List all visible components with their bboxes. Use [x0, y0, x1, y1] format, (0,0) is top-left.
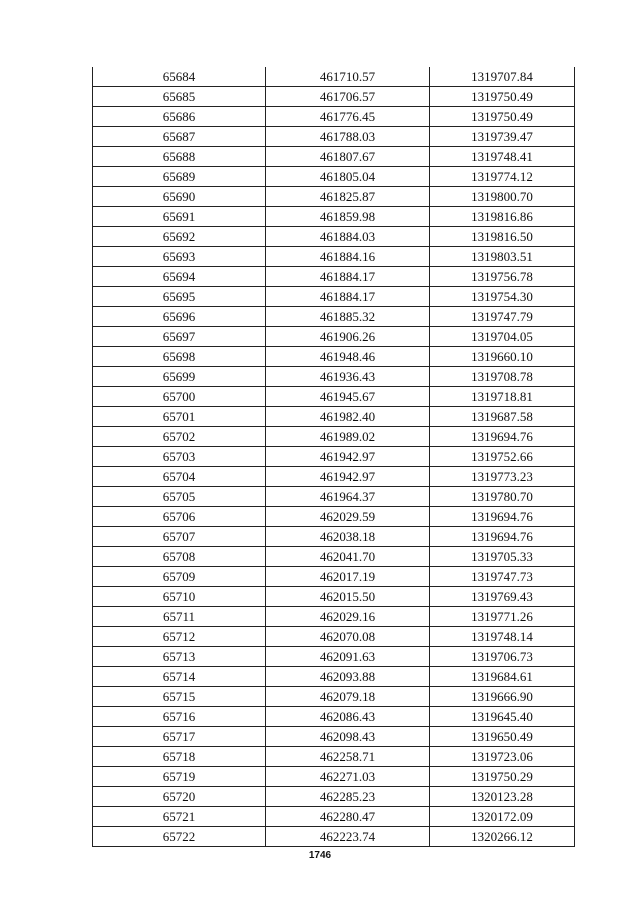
y-coordinate-cell: 1319694.76 [430, 427, 575, 447]
x-coordinate-cell: 462223.74 [266, 827, 430, 847]
table-row [93, 707, 575, 727]
x-coordinate-cell: 461884.03 [266, 227, 430, 247]
table-row [93, 467, 575, 487]
y-coordinate-cell: 1319650.49 [430, 727, 575, 747]
table-row [93, 787, 575, 807]
x-coordinate-cell: 461706.57 [266, 87, 430, 107]
y-coordinate-cell: 1319774.12 [430, 167, 575, 187]
point-id-cell: 65703 [93, 447, 266, 467]
point-id-cell: 65687 [93, 127, 266, 147]
coordinates-table-body [93, 67, 575, 847]
y-coordinate-cell: 1319645.40 [430, 707, 575, 727]
y-coordinate-cell: 1320123.28 [430, 787, 575, 807]
x-coordinate-cell: 461936.43 [266, 367, 430, 387]
x-coordinate-cell: 462091.63 [266, 647, 430, 667]
table-row [93, 807, 575, 827]
x-coordinate-cell: 462093.88 [266, 667, 430, 687]
y-coordinate-cell: 1319684.61 [430, 667, 575, 687]
table-row [93, 627, 575, 647]
point-id-cell: 65690 [93, 187, 266, 207]
point-id-cell: 65722 [93, 827, 266, 847]
point-id-cell: 65689 [93, 167, 266, 187]
x-coordinate-cell: 461805.04 [266, 167, 430, 187]
y-coordinate-cell: 1319704.05 [430, 327, 575, 347]
y-coordinate-cell: 1319687.58 [430, 407, 575, 427]
y-coordinate-cell: 1319748.14 [430, 627, 575, 647]
point-id-cell: 65714 [93, 667, 266, 687]
x-coordinate-cell: 462285.23 [266, 787, 430, 807]
y-coordinate-cell: 1319666.90 [430, 687, 575, 707]
point-id-cell: 65715 [93, 687, 266, 707]
x-coordinate-cell: 462038.18 [266, 527, 430, 547]
x-coordinate-cell: 461906.26 [266, 327, 430, 347]
table-row [93, 567, 575, 587]
table-row [93, 147, 575, 167]
table-row [93, 207, 575, 227]
y-coordinate-cell: 1319750.29 [430, 767, 575, 787]
y-coordinate-cell: 1319773.23 [430, 467, 575, 487]
table-row [93, 427, 575, 447]
table-row [93, 87, 575, 107]
x-coordinate-cell: 461825.87 [266, 187, 430, 207]
table-row [93, 727, 575, 747]
point-id-cell: 65712 [93, 627, 266, 647]
x-coordinate-cell: 462015.50 [266, 587, 430, 607]
y-coordinate-cell: 1320266.12 [430, 827, 575, 847]
table-row [93, 527, 575, 547]
y-coordinate-cell: 1319750.49 [430, 87, 575, 107]
point-id-cell: 65688 [93, 147, 266, 167]
x-coordinate-cell: 461942.97 [266, 447, 430, 467]
point-id-cell: 65702 [93, 427, 266, 447]
point-id-cell: 65704 [93, 467, 266, 487]
x-coordinate-cell: 462280.47 [266, 807, 430, 827]
table-row [93, 387, 575, 407]
x-coordinate-cell: 461807.67 [266, 147, 430, 167]
y-coordinate-cell: 1319708.78 [430, 367, 575, 387]
table-row [93, 447, 575, 467]
point-id-cell: 65713 [93, 647, 266, 667]
point-id-cell: 65720 [93, 787, 266, 807]
x-coordinate-cell: 461964.37 [266, 487, 430, 507]
x-coordinate-cell: 461884.17 [266, 267, 430, 287]
table-row [93, 507, 575, 527]
y-coordinate-cell: 1319747.73 [430, 567, 575, 587]
coordinates-table [92, 67, 575, 847]
x-coordinate-cell: 461788.03 [266, 127, 430, 147]
table-row [93, 547, 575, 567]
point-id-cell: 65692 [93, 227, 266, 247]
x-coordinate-cell: 462098.43 [266, 727, 430, 747]
point-id-cell: 65697 [93, 327, 266, 347]
y-coordinate-cell: 1319748.41 [430, 147, 575, 167]
y-coordinate-cell: 1319707.84 [430, 67, 575, 87]
y-coordinate-cell: 1319705.33 [430, 547, 575, 567]
y-coordinate-cell: 1319706.73 [430, 647, 575, 667]
x-coordinate-cell: 462079.18 [266, 687, 430, 707]
point-id-cell: 65721 [93, 807, 266, 827]
point-id-cell: 65696 [93, 307, 266, 327]
table-row [93, 327, 575, 347]
y-coordinate-cell: 1319660.10 [430, 347, 575, 367]
table-row [93, 367, 575, 387]
x-coordinate-cell: 462258.71 [266, 747, 430, 767]
x-coordinate-cell: 461942.97 [266, 467, 430, 487]
table-row [93, 227, 575, 247]
x-coordinate-cell: 462271.03 [266, 767, 430, 787]
y-coordinate-cell: 1319816.86 [430, 207, 575, 227]
table-row [93, 107, 575, 127]
table-row [93, 607, 575, 627]
x-coordinate-cell: 461948.46 [266, 347, 430, 367]
table-row [93, 347, 575, 367]
point-id-cell: 65699 [93, 367, 266, 387]
y-coordinate-cell: 1319747.79 [430, 307, 575, 327]
point-id-cell: 65701 [93, 407, 266, 427]
y-coordinate-cell: 1319718.81 [430, 387, 575, 407]
point-id-cell: 65698 [93, 347, 266, 367]
x-coordinate-cell: 461945.67 [266, 387, 430, 407]
point-id-cell: 65710 [93, 587, 266, 607]
y-coordinate-cell: 1319756.78 [430, 267, 575, 287]
page-number: 1746 [308, 850, 332, 861]
x-coordinate-cell: 462041.70 [266, 547, 430, 567]
point-id-cell: 65694 [93, 267, 266, 287]
y-coordinate-cell: 1319694.76 [430, 507, 575, 527]
point-id-cell: 65711 [93, 607, 266, 627]
x-coordinate-cell: 461884.16 [266, 247, 430, 267]
point-id-cell: 65719 [93, 767, 266, 787]
y-coordinate-cell: 1319816.50 [430, 227, 575, 247]
x-coordinate-cell: 461859.98 [266, 207, 430, 227]
table-row [93, 687, 575, 707]
table-row [93, 667, 575, 687]
table-row [93, 827, 575, 847]
y-coordinate-cell: 1319752.66 [430, 447, 575, 467]
x-coordinate-cell: 461710.57 [266, 67, 430, 87]
point-id-cell: 65717 [93, 727, 266, 747]
table-row [93, 747, 575, 767]
table-row [93, 67, 575, 87]
y-coordinate-cell: 1319800.70 [430, 187, 575, 207]
point-id-cell: 65706 [93, 507, 266, 527]
x-coordinate-cell: 462029.16 [266, 607, 430, 627]
y-coordinate-cell: 1319803.51 [430, 247, 575, 267]
point-id-cell: 65709 [93, 567, 266, 587]
x-coordinate-cell: 461989.02 [266, 427, 430, 447]
x-coordinate-cell: 462029.59 [266, 507, 430, 527]
table-row [93, 407, 575, 427]
point-id-cell: 65684 [93, 67, 266, 87]
y-coordinate-cell: 1319771.26 [430, 607, 575, 627]
y-coordinate-cell: 1319694.76 [430, 527, 575, 547]
x-coordinate-cell: 461776.45 [266, 107, 430, 127]
table-row [93, 487, 575, 507]
table-row [93, 647, 575, 667]
point-id-cell: 65691 [93, 207, 266, 227]
y-coordinate-cell: 1319750.49 [430, 107, 575, 127]
x-coordinate-cell: 462086.43 [266, 707, 430, 727]
point-id-cell: 65707 [93, 527, 266, 547]
point-id-cell: 65708 [93, 547, 266, 567]
table-row [93, 127, 575, 147]
point-id-cell: 65695 [93, 287, 266, 307]
table-row [93, 767, 575, 787]
x-coordinate-cell: 461982.40 [266, 407, 430, 427]
point-id-cell: 65716 [93, 707, 266, 727]
x-coordinate-cell: 461884.17 [266, 287, 430, 307]
table-row [93, 587, 575, 607]
point-id-cell: 65693 [93, 247, 266, 267]
y-coordinate-cell: 1319754.30 [430, 287, 575, 307]
x-coordinate-cell: 462070.08 [266, 627, 430, 647]
point-id-cell: 65718 [93, 747, 266, 767]
x-coordinate-cell: 461885.32 [266, 307, 430, 327]
table-row [93, 267, 575, 287]
table-row [93, 307, 575, 327]
table-row [93, 187, 575, 207]
point-id-cell: 65700 [93, 387, 266, 407]
point-id-cell: 65686 [93, 107, 266, 127]
y-coordinate-cell: 1319739.47 [430, 127, 575, 147]
y-coordinate-cell: 1319780.70 [430, 487, 575, 507]
point-id-cell: 65685 [93, 87, 266, 107]
y-coordinate-cell: 1319769.43 [430, 587, 575, 607]
y-coordinate-cell: 1319723.06 [430, 747, 575, 767]
table-row [93, 167, 575, 187]
point-id-cell: 65705 [93, 487, 266, 507]
table-row [93, 287, 575, 307]
y-coordinate-cell: 1320172.09 [430, 807, 575, 827]
table-row [93, 247, 575, 267]
x-coordinate-cell: 462017.19 [266, 567, 430, 587]
